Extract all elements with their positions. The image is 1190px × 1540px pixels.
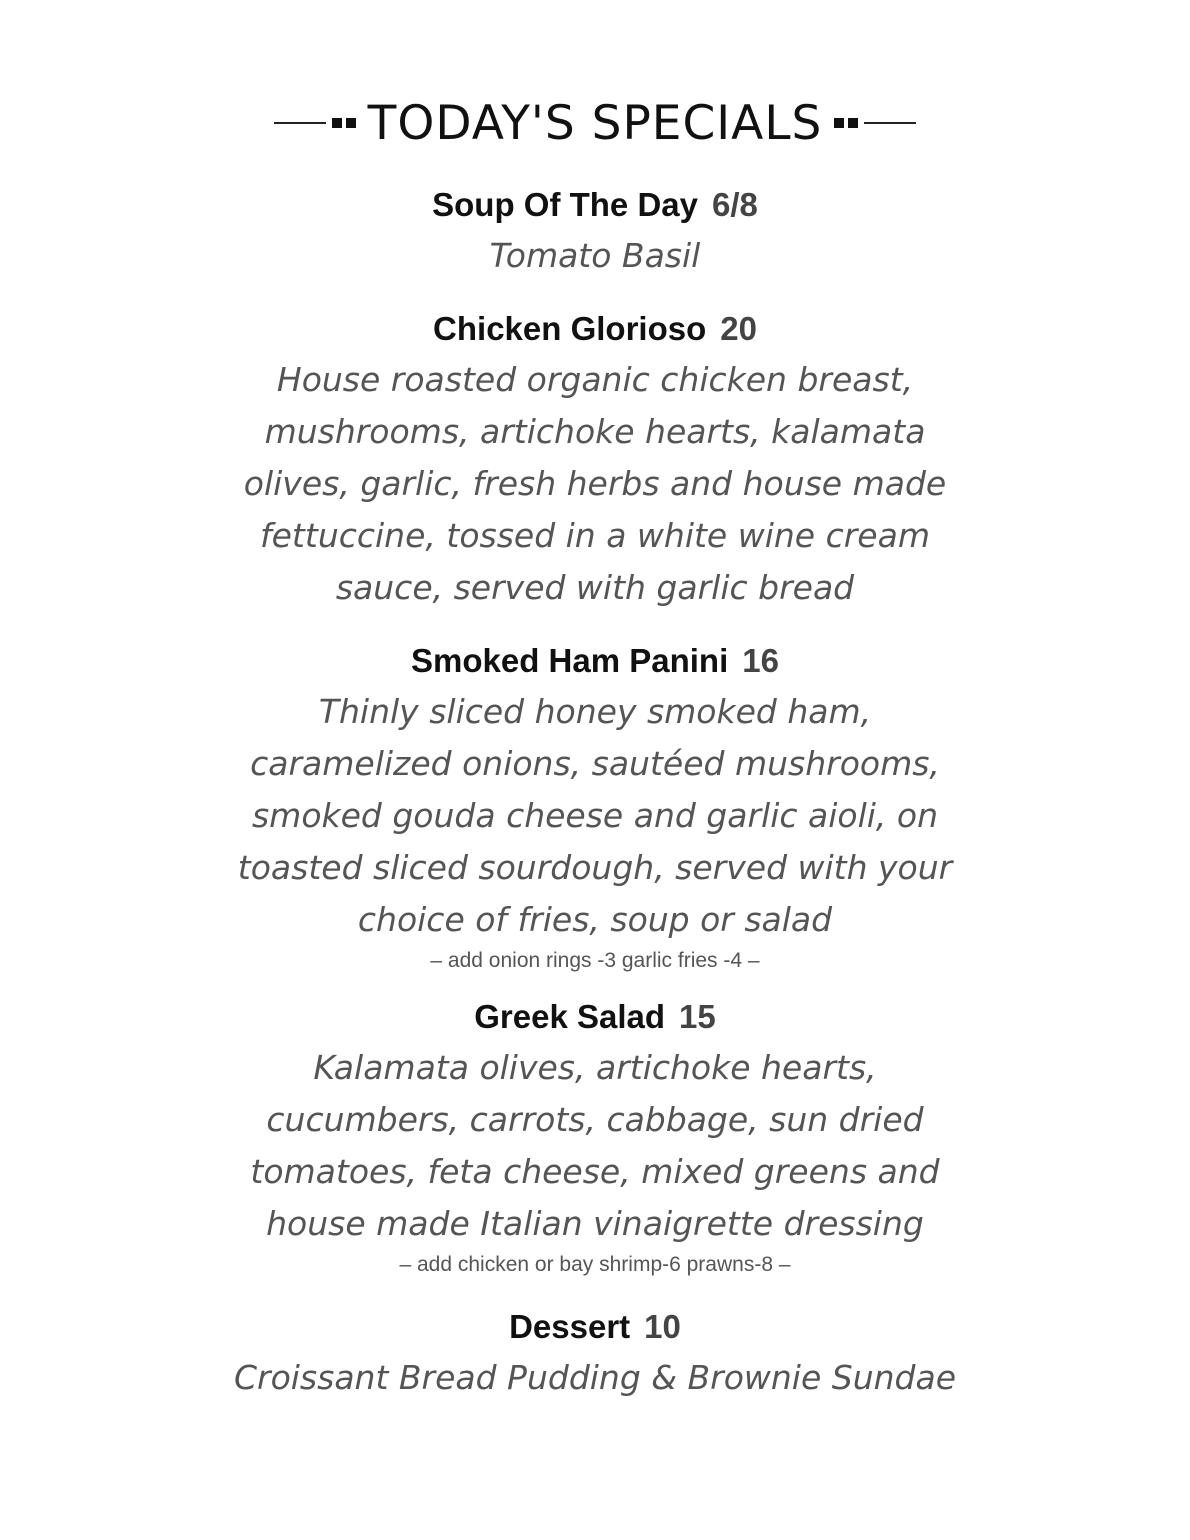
item-name: Chicken Glorioso xyxy=(433,310,707,347)
description-line: sauce, served with garlic bread xyxy=(335,568,855,607)
item-name: Dessert xyxy=(509,1308,631,1345)
square-icon xyxy=(346,118,356,128)
item-price: 6/8 xyxy=(711,186,758,223)
left-rule xyxy=(274,122,326,124)
square-icon xyxy=(848,118,858,128)
item-addon-note: – add onion rings -3 garlic fries -4 – xyxy=(430,949,760,972)
item-description xyxy=(145,1352,1045,1404)
description-line: cucumbers, carrots, cabbage, sun dried xyxy=(266,1100,924,1139)
square-icon xyxy=(332,118,342,128)
item-name: Greek Salad xyxy=(474,998,666,1035)
description-line: fettuccine, tossed in a white wine cream xyxy=(260,516,930,555)
item-description xyxy=(195,230,995,282)
specials-list xyxy=(0,180,1190,1404)
item-heading xyxy=(0,992,1190,1042)
item-heading xyxy=(0,1302,1190,1352)
left-square-ornament xyxy=(332,118,356,128)
item-heading xyxy=(0,636,1190,686)
description-line: olives, garlic, fresh herbs and house made xyxy=(243,464,947,503)
item-name: Smoked Ham Panini xyxy=(411,642,729,679)
description-line: tomatoes, feta cheese, mixed greens and xyxy=(250,1152,940,1191)
description-line: House roasted organic chicken breast, xyxy=(276,360,914,399)
menu-item-dessert xyxy=(0,1302,1190,1404)
menu-item-soup xyxy=(0,180,1190,282)
description-line: smoked gouda cheese and garlic aioli, on xyxy=(251,796,939,835)
item-price: 16 xyxy=(742,642,779,679)
menu-item-panini xyxy=(0,636,1190,976)
item-price: 15 xyxy=(679,998,716,1035)
right-square-ornament xyxy=(834,118,858,128)
item-name: Soup Of The Day xyxy=(432,186,698,223)
item-price: 10 xyxy=(644,1308,681,1345)
item-description xyxy=(195,686,995,946)
menu-item-chicken xyxy=(0,304,1190,614)
item-price: 20 xyxy=(720,310,757,347)
menu-item-greek-salad xyxy=(0,992,1190,1280)
description-line: choice of fries, soup or salad xyxy=(357,900,833,939)
description-line: Thinly sliced honey smoked ham, xyxy=(318,692,872,731)
description-line: Tomato Basil xyxy=(489,236,701,275)
description-line: mushrooms, artichoke hearts, kalamata xyxy=(264,412,926,451)
item-heading xyxy=(0,304,1190,354)
description-line: Croissant Bread Pudding & Brownie Sundae xyxy=(233,1358,957,1397)
page-title: TODAY'S SPECIALS xyxy=(367,95,823,151)
specials-header xyxy=(0,88,1190,158)
square-icon xyxy=(834,118,844,128)
item-description xyxy=(195,1042,995,1250)
item-heading xyxy=(0,180,1190,230)
description-line: toasted sliced sourdough, served with your xyxy=(237,848,953,887)
right-rule xyxy=(864,122,916,124)
description-line: house made Italian vinaigrette dressing xyxy=(266,1204,924,1243)
item-description xyxy=(195,354,995,614)
description-line: caramelized onions, sautéed mushrooms, xyxy=(250,744,940,783)
description-line: Kalamata olives, artichoke hearts, xyxy=(313,1048,877,1087)
item-addon-note: – add chicken or bay shrimp-6 prawns-8 – xyxy=(399,1253,791,1276)
